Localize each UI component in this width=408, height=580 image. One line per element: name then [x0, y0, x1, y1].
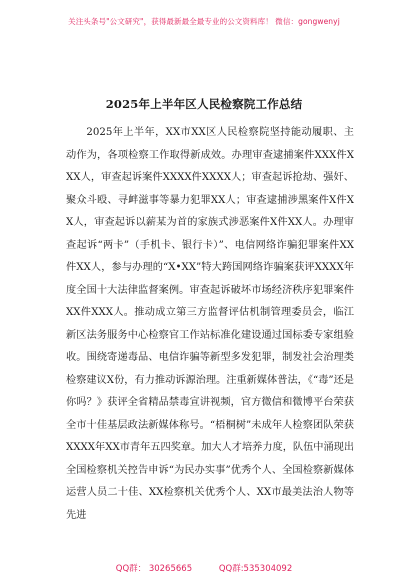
document-title: 2025年上半年区人民检察院工作总结: [105, 97, 303, 111]
footer-contact: [0, 562, 408, 574]
qq-group-2: QQ群:535304092: [218, 564, 293, 574]
header-banner: 关注头条号"公文研究"，获得最新最全最专业的公文资料库！ 微信：gongwenyj: [68, 17, 340, 26]
qq-group-1: QQ群： 30265665: [115, 564, 193, 574]
document-body: 2025年上半年，XX市XX区人民检察院坚持能动履职、主动作为，各项检察工作取得新成效。办理审查逮捕案件XXX件XXX人，审查起诉案件XXXX件XXXX人；审查起诉抢劫、强奸、聚众斗殴、寻衅滋事等暴力犯罪XX人；审查逮捕涉黑案件X件XX人，审查起诉以薪某为首的家族式涉恶案件X件XX人。办理审查起诉“两卡”（手机卡、银行卡）”、电信网络诈骗犯罪案件XX件XX人，参与办理的“X•XX”特大跨国网络诈骗案获评XXXX年度全国十大法律监督案例。审查起诉破坏市场经济秩序犯罪案件XX件XXX人。推动成立第三方监督评估机制管理委员会，临江新区法务服务中心检察官工作站标准化建设通过国标委专家组验收。围绕寄递毒品、电信诈骗等新型多发犯罪，制发社会治理类检察建议X份，有力推动诉源治理。注重新媒体普法，《“毒”还是你吗？》获评全省精品禁毒宣讲视频，官方微信和微博平台荣获全市十佳基层政法新媒体称号。“梧桐树”未成年人检察团队荣获XXXX年XX市青年五四奖章。加大人才培养力度，队伍中涌现出全国检察机关控告申诉“为民办实事”优秀个人、全国检察新媒体运营人员二十佳、XX检察机关优秀个人、XX市最美法治人物等先进: [66, 127, 355, 521]
